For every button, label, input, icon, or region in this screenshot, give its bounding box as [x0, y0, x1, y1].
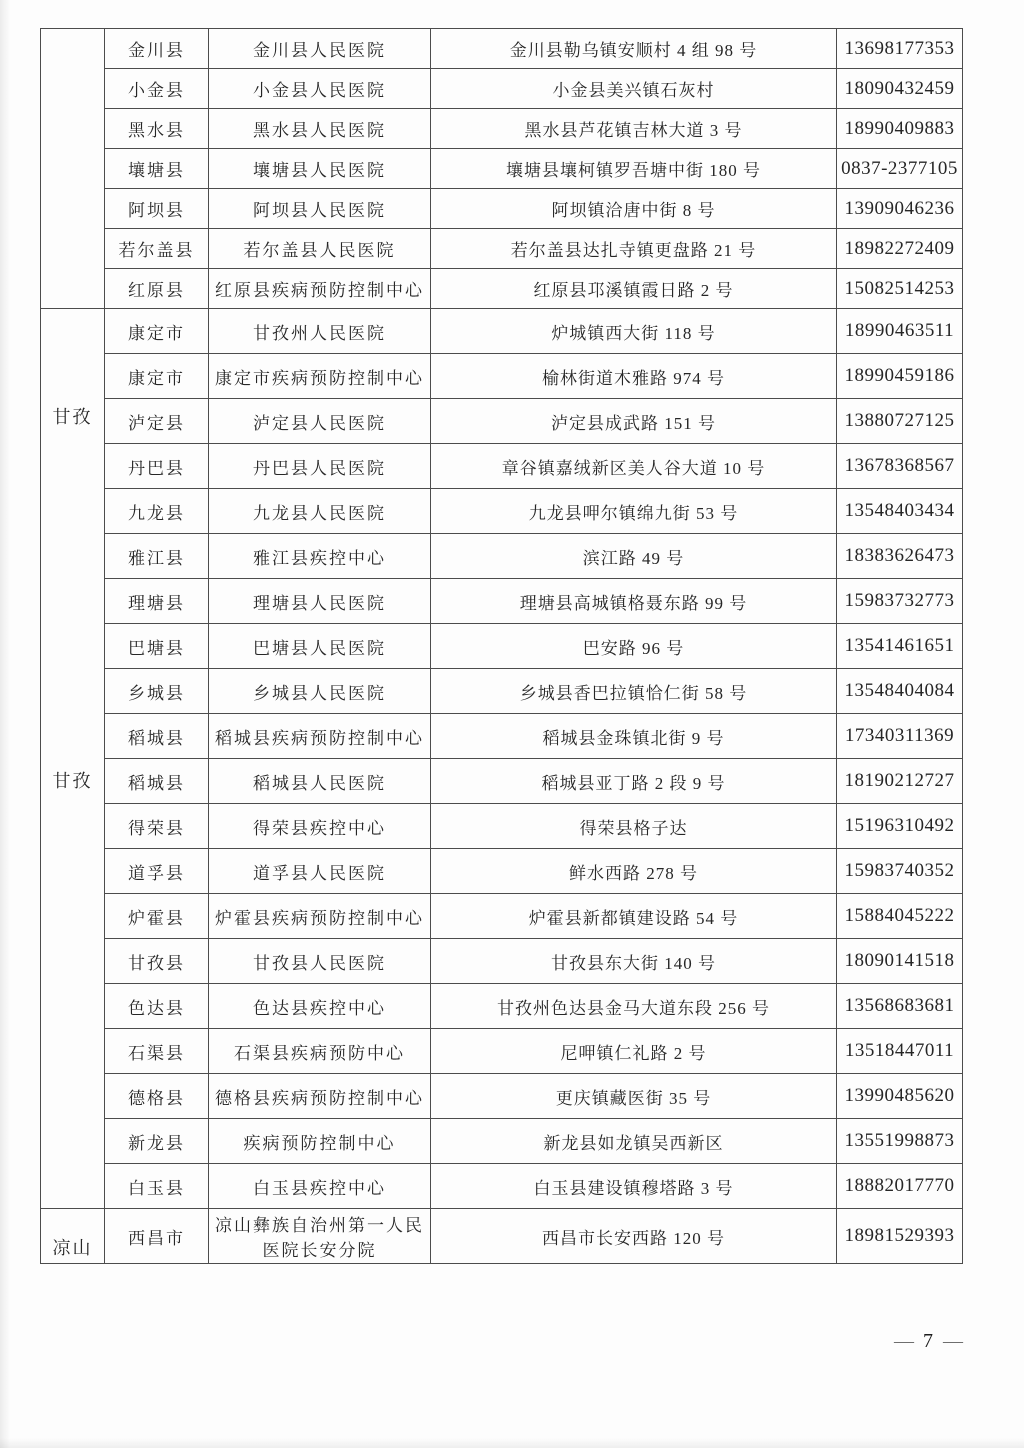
address-cell: 稻城县金珠镇北街 9 号	[431, 714, 837, 759]
address-cell: 章谷镇嘉绒新区美人谷大道 10 号	[431, 444, 837, 489]
county-cell: 得荣县	[105, 804, 209, 849]
address-cell: 榆林街道木雅路 974 号	[431, 354, 837, 399]
region-cell	[41, 29, 105, 309]
institution-cell: 色达县疾控中心	[209, 984, 431, 1029]
phone-cell: 15983732773	[837, 579, 963, 624]
institution-cell: 若尔盖县人民医院	[209, 229, 431, 269]
page-number-dash-right: —	[943, 1330, 962, 1352]
county-cell: 白玉县	[105, 1164, 209, 1209]
region-label: 凉山	[52, 1238, 93, 1258]
institution-cell: 阿坝县人民医院	[209, 189, 431, 229]
phone-cell: 13518447011	[837, 1029, 963, 1074]
county-cell: 炉霍县	[105, 894, 209, 939]
address-cell: 金川县勒乌镇安顺村 4 组 98 号	[431, 29, 837, 69]
table-row	[41, 69, 963, 109]
institution-cell: 炉霍县疾病预防控制中心	[209, 894, 431, 939]
table-row	[41, 579, 963, 624]
table-row	[41, 849, 963, 894]
region-cell	[41, 1209, 105, 1264]
phone-cell: 15884045222	[837, 894, 963, 939]
address-cell: 九龙县呷尔镇绵九街 53 号	[431, 489, 837, 534]
institution-cell: 理塘县人民医院	[209, 579, 431, 624]
phone-cell: 15983740352	[837, 849, 963, 894]
county-cell: 西昌市	[105, 1209, 209, 1264]
phone-cell: 0837-2377105	[837, 149, 963, 189]
table-row	[41, 29, 963, 69]
page-number-value: 7	[923, 1330, 933, 1352]
region-label: 甘孜	[52, 407, 93, 427]
address-cell: 炉城镇西大街 118 号	[431, 309, 837, 354]
institution-cell: 乡城县人民医院	[209, 669, 431, 714]
address-cell: 得荣县格子达	[431, 804, 837, 849]
address-cell: 甘孜县东大街 140 号	[431, 939, 837, 984]
table-row	[41, 894, 963, 939]
phone-cell: 18882017770	[837, 1164, 963, 1209]
institution-cell: 九龙县人民医院	[209, 489, 431, 534]
county-cell: 石渠县	[105, 1029, 209, 1074]
institution-cell: 丹巴县人民医院	[209, 444, 431, 489]
table-row	[41, 1209, 963, 1264]
county-cell: 乡城县	[105, 669, 209, 714]
institution-cell: 雅江县疾控中心	[209, 534, 431, 579]
phone-cell: 18190212727	[837, 759, 963, 804]
address-cell: 巴安路 96 号	[431, 624, 837, 669]
county-cell: 小金县	[105, 69, 209, 109]
table-row	[41, 1074, 963, 1119]
county-cell: 九龙县	[105, 489, 209, 534]
institution-cell: 康定市疾病预防控制中心	[209, 354, 431, 399]
county-cell: 道孚县	[105, 849, 209, 894]
institution-cell: 石渠县疾病预防中心	[209, 1029, 431, 1074]
table-row	[41, 1164, 963, 1209]
address-cell: 滨江路 49 号	[431, 534, 837, 579]
table-row	[41, 759, 963, 804]
county-cell: 理塘县	[105, 579, 209, 624]
county-cell: 泸定县	[105, 399, 209, 444]
institution-cell: 疾病预防控制中心	[209, 1119, 431, 1164]
phone-cell: 13909046236	[837, 189, 963, 229]
institution-cell: 壤塘县人民医院	[209, 149, 431, 189]
phone-cell: 15196310492	[837, 804, 963, 849]
county-cell: 巴塘县	[105, 624, 209, 669]
table-row	[41, 229, 963, 269]
institution-cell: 金川县人民医院	[209, 29, 431, 69]
address-cell: 理塘县高城镇格聂东路 99 号	[431, 579, 837, 624]
county-cell: 稻城县	[105, 759, 209, 804]
phone-cell: 13548403434	[837, 489, 963, 534]
phone-cell: 13541461651	[837, 624, 963, 669]
phone-cell: 13698177353	[837, 29, 963, 69]
county-cell: 康定市	[105, 354, 209, 399]
phone-cell: 13880727125	[837, 399, 963, 444]
address-cell: 乡城县香巴拉镇恰仁街 58 号	[431, 669, 837, 714]
page-number-dash-left: —	[894, 1330, 913, 1352]
address-cell: 阿坝镇洽唐中街 8 号	[431, 189, 837, 229]
phone-cell: 13990485620	[837, 1074, 963, 1119]
table-row	[41, 1119, 963, 1164]
address-cell: 新龙县如龙镇吴西新区	[431, 1119, 837, 1164]
county-cell: 若尔盖县	[105, 229, 209, 269]
address-cell: 壤塘县壤柯镇罗吾塘中街 180 号	[431, 149, 837, 189]
address-cell: 红原县邛溪镇霞日路 2 号	[431, 269, 837, 309]
county-cell: 色达县	[105, 984, 209, 1029]
county-cell: 丹巴县	[105, 444, 209, 489]
table-row	[41, 309, 963, 354]
table-row	[41, 489, 963, 534]
phone-cell: 18383626473	[837, 534, 963, 579]
phone-cell: 13568683681	[837, 984, 963, 1029]
institution-cell: 稻城县疾病预防控制中心	[209, 714, 431, 759]
address-cell: 小金县美兴镇石灰村	[431, 69, 837, 109]
institution-cell: 稻城县人民医院	[209, 759, 431, 804]
phone-cell: 18990463511	[837, 309, 963, 354]
institution-cell: 小金县人民医院	[209, 69, 431, 109]
phone-cell: 18981529393	[837, 1209, 963, 1264]
table-row	[41, 624, 963, 669]
phone-cell: 18990459186	[837, 354, 963, 399]
county-cell: 雅江县	[105, 534, 209, 579]
institution-cell: 凉山彝族自治州第一人民医院长安分院	[209, 1209, 431, 1264]
address-cell: 白玉县建设镇穆塔路 3 号	[431, 1164, 837, 1209]
table-row	[41, 354, 963, 399]
facility-table-body	[41, 29, 963, 1264]
region-cell	[41, 309, 105, 1209]
table-row	[41, 269, 963, 309]
region-label: 甘孜	[52, 771, 93, 791]
institution-cell: 道孚县人民医院	[209, 849, 431, 894]
institution-cell: 白玉县疾控中心	[209, 1164, 431, 1209]
phone-cell: 13678368567	[837, 444, 963, 489]
table-row	[41, 1029, 963, 1074]
phone-cell: 17340311369	[837, 714, 963, 759]
institution-cell: 德格县疾病预防控制中心	[209, 1074, 431, 1119]
facility-table	[40, 28, 963, 1264]
table-row	[41, 399, 963, 444]
address-cell: 泸定县成武路 151 号	[431, 399, 837, 444]
phone-cell: 18982272409	[837, 229, 963, 269]
county-cell: 红原县	[105, 269, 209, 309]
table-row	[41, 534, 963, 579]
institution-cell: 甘孜州人民医院	[209, 309, 431, 354]
address-cell: 西昌市长安西路 120 号	[431, 1209, 837, 1264]
table-row	[41, 189, 963, 229]
address-cell: 更庆镇藏医街 35 号	[431, 1074, 837, 1119]
table-row	[41, 109, 963, 149]
phone-cell: 13548404084	[837, 669, 963, 714]
address-cell: 若尔盖县达扎寺镇更盘路 21 号	[431, 229, 837, 269]
county-cell: 壤塘县	[105, 149, 209, 189]
table-row	[41, 984, 963, 1029]
address-cell: 甘孜州色达县金马大道东段 256 号	[431, 984, 837, 1029]
county-cell: 金川县	[105, 29, 209, 69]
county-cell: 黑水县	[105, 109, 209, 149]
institution-cell: 红原县疾病预防控制中心	[209, 269, 431, 309]
county-cell: 新龙县	[105, 1119, 209, 1164]
table-row	[41, 149, 963, 189]
county-cell: 阿坝县	[105, 189, 209, 229]
address-cell: 尼呷镇仁礼路 2 号	[431, 1029, 837, 1074]
county-cell: 德格县	[105, 1074, 209, 1119]
phone-cell: 15082514253	[837, 269, 963, 309]
institution-cell: 得荣县疾控中心	[209, 804, 431, 849]
address-cell: 黑水县芦花镇吉林大道 3 号	[431, 109, 837, 149]
institution-cell: 黑水县人民医院	[209, 109, 431, 149]
table-row	[41, 804, 963, 849]
table-row	[41, 939, 963, 984]
table-row	[41, 444, 963, 489]
page-number	[894, 1330, 962, 1353]
address-cell: 炉霍县新都镇建设路 54 号	[431, 894, 837, 939]
phone-cell: 18990409883	[837, 109, 963, 149]
county-cell: 康定市	[105, 309, 209, 354]
phone-cell: 18090432459	[837, 69, 963, 109]
table-row	[41, 714, 963, 759]
address-cell: 鲜水西路 278 号	[431, 849, 837, 894]
county-cell: 稻城县	[105, 714, 209, 759]
phone-cell: 18090141518	[837, 939, 963, 984]
address-cell: 稻城县亚丁路 2 段 9 号	[431, 759, 837, 804]
table-row	[41, 669, 963, 714]
institution-cell: 甘孜县人民医院	[209, 939, 431, 984]
county-cell: 甘孜县	[105, 939, 209, 984]
institution-cell: 泸定县人民医院	[209, 399, 431, 444]
phone-cell: 13551998873	[837, 1119, 963, 1164]
institution-cell: 巴塘县人民医院	[209, 624, 431, 669]
